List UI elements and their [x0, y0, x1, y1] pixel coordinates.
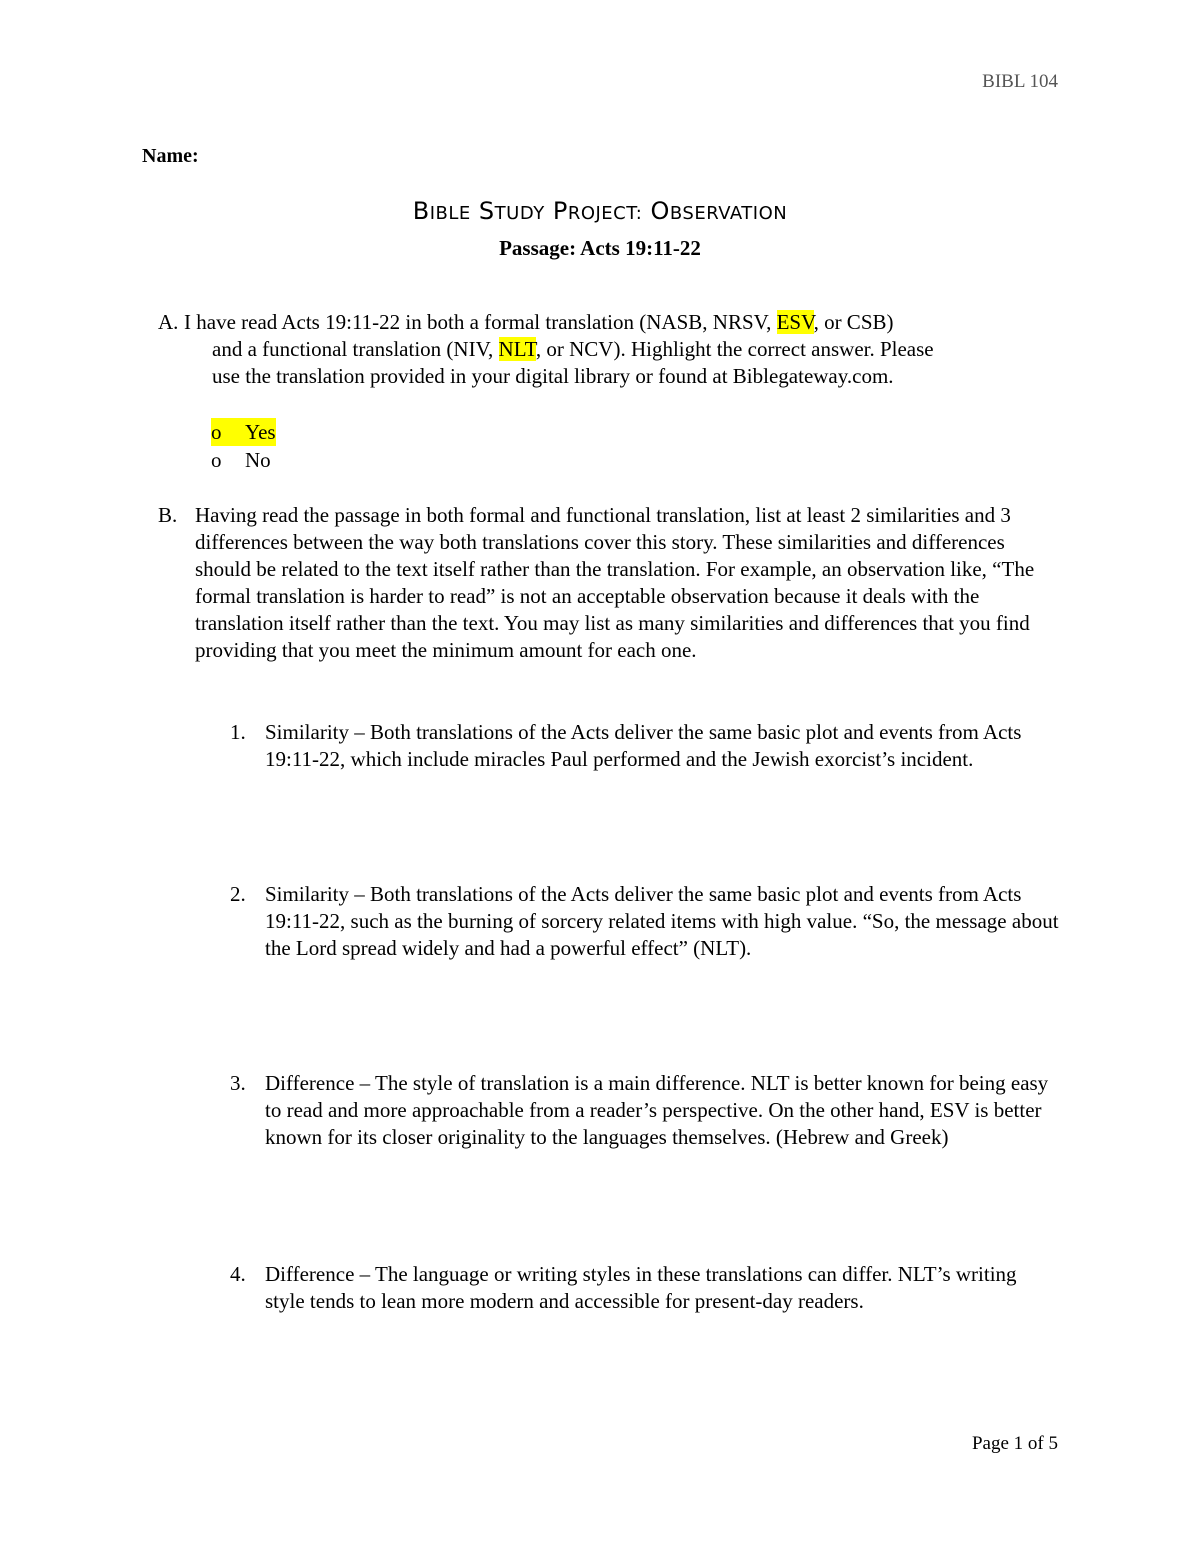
- list-item: [230, 719, 1060, 773]
- section-b-instructions: Having read the passage in both formal and functional translation, list at least 2 similarities and 3 differences between the way both translations cover this story. These similarities and differences should be related to the text itself rather than the translation. For example, an observation like, “The formal translation is harder to read” is not an acceptable observation because it deals with the translation itself rather than the text. You may list as many similarities and differences that you find providing that you meet the minimum amount for each one.: [195, 503, 1035, 662]
- answer-options: [211, 418, 276, 474]
- document-title: [0, 196, 1200, 229]
- section-a-line-1: I have read Acts 19:11-22 in both a formal translation (NASB, NRSV, ESV, or CSB): [184, 310, 894, 334]
- highlight-esv: ESV: [776, 310, 814, 334]
- list-item-text: Similarity – Both translations of the Acts deliver the same basic plot and events from Acts 19:11-22, such as the burning of sorcery related items with high value. “So, the message about the Lord spread widely and had a powerful effect” (NLT).: [265, 882, 1059, 960]
- section-a: [158, 309, 1058, 390]
- option-label: Yes: [245, 420, 276, 444]
- list-item-number: 2.: [230, 882, 246, 906]
- title-word: PROJECT:: [552, 197, 643, 225]
- page-number: Page 1 of 5: [971, 1433, 1058, 1454]
- list-item-number: 1.: [230, 720, 246, 744]
- title-word: STUDY: [478, 197, 545, 225]
- list-item-number: 3.: [230, 1071, 246, 1095]
- list-item-number: 4.: [230, 1262, 246, 1286]
- list-item-text: Similarity – Both translations of the Acts deliver the same basic plot and events from Acts 19:11-22, which include miracles Paul performed and the Jewish exorcist’s incident.: [265, 720, 1022, 771]
- section-b: [158, 502, 1058, 664]
- list-item: [230, 881, 1060, 962]
- list-item: [230, 1070, 1060, 1151]
- option-bullet: o: [211, 448, 222, 472]
- name-label: Name:: [142, 145, 199, 167]
- section-b-label: B.: [158, 503, 178, 527]
- title-word: BIBLE: [412, 197, 471, 225]
- option-no[interactable]: [211, 446, 276, 474]
- section-a-label: A.: [158, 310, 179, 334]
- list-item-text: Difference – The style of translation is a main difference. NLT is better known for being easy to read and more approachable from a reader’s perspective. On the other hand, ESV is better known for its closer originality to the languages themselves. (Hebrew and Greek): [265, 1071, 1049, 1149]
- highlight-nlt: NLT: [498, 337, 536, 361]
- option-bullet: o: [211, 420, 222, 444]
- section-a-line-2: and a functional translation (NIV, NLT, or NCV). Highlight the correct answer. Please: [212, 337, 934, 361]
- title-block: [0, 196, 1200, 263]
- passage-reference: Passage: Acts 19:11-22: [499, 236, 701, 260]
- option-yes[interactable]: [211, 418, 276, 446]
- title-word: OBSERVATION: [650, 197, 788, 225]
- course-code: BIBL 104: [982, 71, 1058, 92]
- list-item: [230, 1261, 1060, 1315]
- list-item-text: Difference – The language or writing styles in these translations can differ. NLT’s writing style tends to lean more modern and accessible for present-day readers.: [265, 1262, 1017, 1313]
- option-label: No: [245, 448, 271, 472]
- section-a-line-3: use the translation provided in your digital library or found at Biblegateway.com.: [212, 364, 894, 388]
